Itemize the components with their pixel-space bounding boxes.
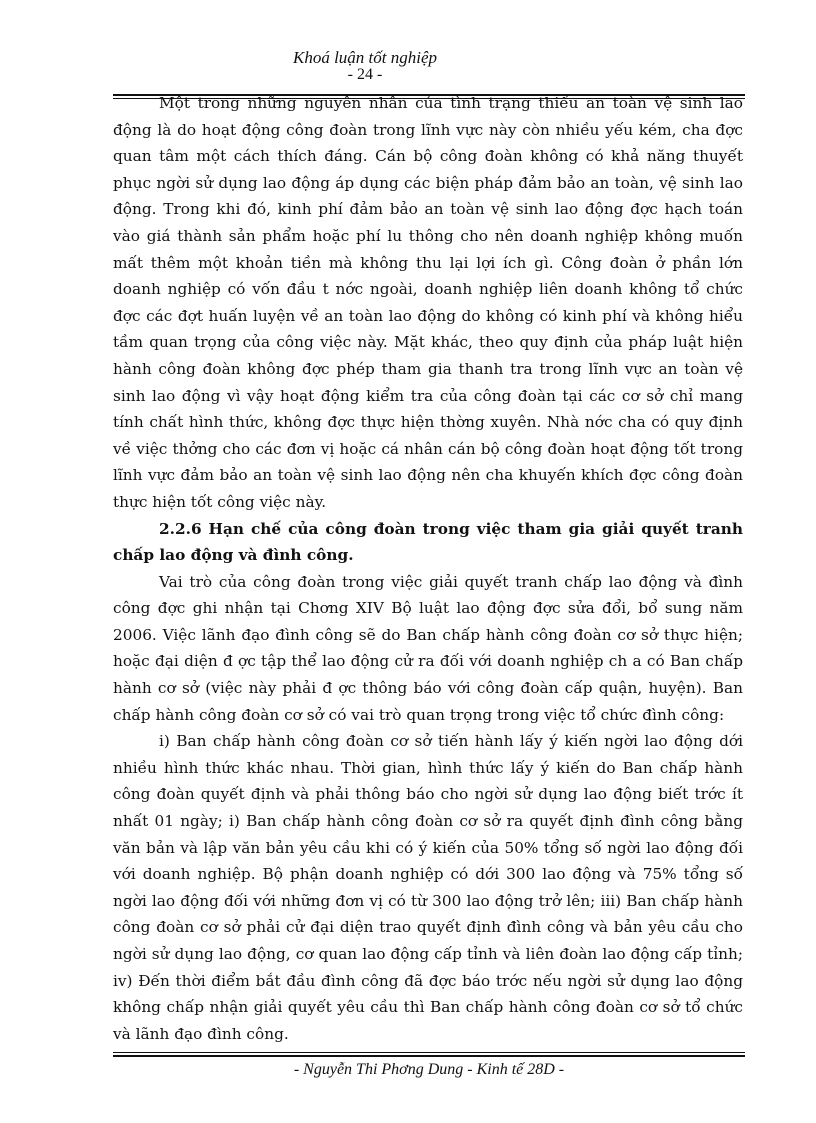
footer-rule-thin (113, 1052, 745, 1053)
section-heading-2-2-6: 2.2.6 Hạn chế của công đoàn trong việc tham gia giải quyết tranh chấp lao động và đình công. (113, 519, 743, 565)
footer-author: - Nguyễn Thi Phơng Dung - Kinh tế 28D - (293, 1061, 565, 1078)
footer-rule-thick (113, 1055, 745, 1057)
paragraph-strike-procedure: i) Ban chấp hành công đoàn cơ sở tiến hành lấy ý kiến ngời lao động dới nhiều hình thức khác nhau. Thời gian, hình thức lấy ý kiến do Ban chấp hành công đoàn quyết định và phải thông báo cho ngời sử dụng lao động biết trớc ít nhất 01 ngày; i) Ban chấp hành công đoàn cơ sở ra quyết định đình công bằng văn bản và lập văn bản yêu cầu khi có ý kiến của 50% tổng số ngời lao động đối với doanh nghiệp. Bộ phận doanh nghiệp có dới 300 lao động và 75% tổng số ngời lao động đối với những đơn vị có từ 300 lao động trở lên; iii) Ban chấp hành công đoàn cơ sở phải cử đại diện trao quyết định đình công và bản yêu cầu cho ngời sử dụng lao động, cơ quan lao động cấp tỉnh và liên đoàn lao động cấp tỉnh; iv) Đến thời điểm bắt đầu đình công đã đợc báo trớc nếu ngời sử dụng lao động không chấp nhận giải quyết yêu cầu thì Ban chấp hành công đoàn cơ sở tổ chức và lãnh đạo đình công. (113, 732, 743, 1043)
header-title: Khoá luận tốt nghiệp (292, 48, 438, 67)
body-text (113, 90, 743, 1047)
paragraph-unsafe-labor-causes: Một trong những nguyên nhân của tình trạng thiếu an toàn vệ sinh lao động là do hoạt động công đoàn trong lĩnh vực này còn nhiều yếu kém, cha đợc quan tâm một cách thích đáng. Cán bộ công đoàn không có khả năng thuyết phục ngời sử dụng lao động áp dụng các biện pháp đảm bảo an toàn, vệ sinh lao động. Trong khi đó, kinh phí đảm bảo an toàn vệ sinh lao động đợc hạch toán vào giá thành sản phẩm hoặc phí lu thông cho nên doanh nghiệp không muốn mất thêm một khoản tiền mà không thu lại lợi ích gì. Công đoàn ở phần lớn doanh nghiệp có vốn đầu t nớc ngoài, doanh nghiệp liên doanh không tổ chức đợc các đợt huấn luyện về an toàn lao động do không có kinh phí và không hiểu tầm quan trọng của công việc này. Mặt khác, theo quy định của pháp luật hiện hành công đoàn không đợc phép tham gia thanh tra trong lĩnh vực an toàn vệ sinh lao động vì vậy hoạt động kiểm tra của công đoàn tại các cơ sở chỉ mang tính chất hình thức, không đợc thực hiện thờng xuyên. Nhà nớc cha có quy định về việc thởng cho các đơn vị hoặc cá nhân cán bộ công đoàn hoạt động tốt trong lĩnh vực đảm bảo an toàn vệ sinh lao động nên cha khuyến khích đợc công đoàn thực hiện tốt công việc này. (113, 94, 743, 511)
page-number: - 24 - (347, 66, 383, 83)
paragraph-union-role-strike: Vai trò của công đoàn trong việc giải quyết tranh chấp lao động và đình công đợc ghi nhận tại Chơng XIV Bộ luật lao động đợc sửa đổi, bổ sung năm 2006. Việc lãnh đạo đình công sẽ do Ban chấp hành công đoàn cơ sở thực hiện; hoặc đại diện đ ợc tập thể lao động cử ra đối với doanh nghiệp ch a có Ban chấp hành cơ sở (việc này phải đ ợc thông báo với công đoàn cấp quận, huyện). Ban chấp hành công đoàn cơ sở có vai trò quan trọng trong việc tổ chức đình công: (113, 572, 743, 724)
